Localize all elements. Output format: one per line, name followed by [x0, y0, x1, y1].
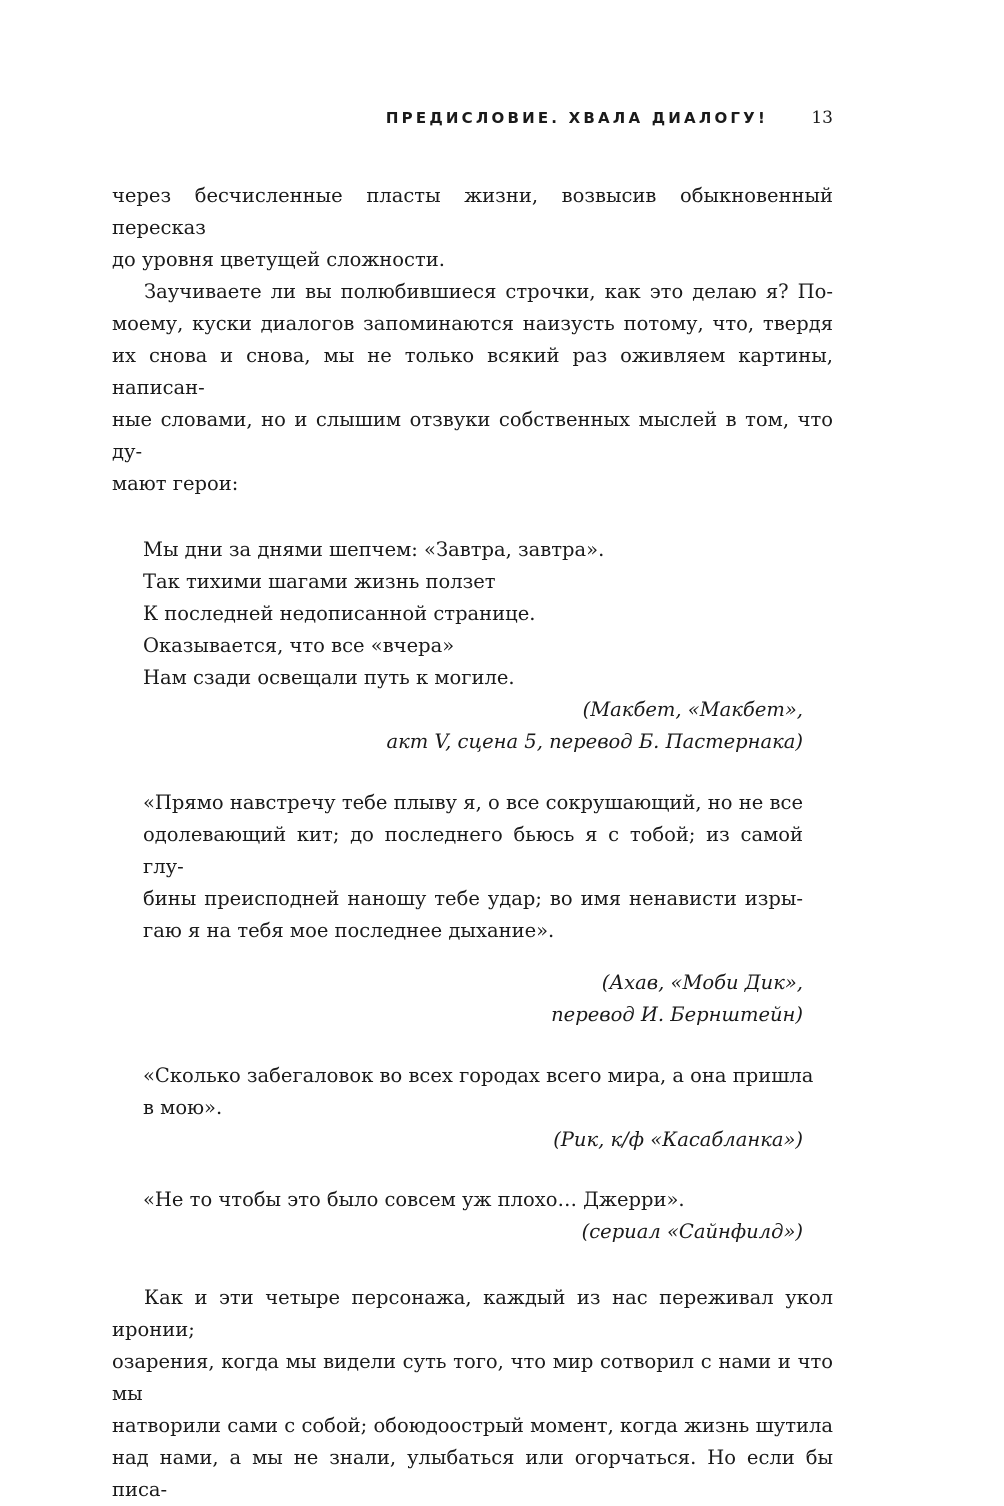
text-line: озарения, когда мы видели суть того, что мир сотворил с нами и что мы: [112, 1350, 833, 1405]
citation-macbeth: акт V, сцена 5, перевод Б. Пастернака): [386, 730, 803, 753]
verse-line: Так тихими шагами жизнь ползет: [143, 570, 496, 593]
text-line: через бесчисленные пласты жизни, возвысив обыкновенный пересказ: [112, 184, 833, 239]
citation-moby-dick: перевод И. Бернштейн): [551, 1003, 803, 1026]
paragraph-continued: [112, 180, 833, 276]
text-line: ные словами, но и слышим отзвуки собственных мыслей в том, что ду-: [112, 408, 833, 463]
paragraph-memorizing: [112, 276, 833, 500]
paragraph-irony: [112, 1282, 833, 1506]
verse-line: Нам сзади освещали путь к могиле.: [143, 666, 515, 689]
citation-moby-dick-block: [112, 967, 833, 1031]
quote-line: «Прямо навстречу тебе плыву я, о все сокрушающий, но не все: [143, 791, 803, 814]
text-line: мают герои:: [112, 472, 239, 495]
quote-moby-dick: [112, 787, 833, 947]
text-line: моему, куски диалогов запоминаются наизусть потому, что, твердя: [112, 312, 833, 335]
verse-line: К последней недописанной странице.: [143, 602, 536, 625]
citation-moby-dick: (Ахав, «Моби Дик»,: [601, 971, 803, 994]
quote-line: «Не то чтобы это было совсем уж плохо… Джерри».: [143, 1188, 685, 1211]
citation-seinfeld: (сериал «Сайнфилд»): [581, 1220, 803, 1243]
quote-line: одолевающий кит; до последнего бьюсь я с тобой; из самой глу-: [143, 823, 803, 878]
text-line: натворили сами с собой; обоюдоострый момент, когда жизнь шутила: [112, 1414, 833, 1437]
text-line: Как и эти четыре персонажа, каждый из нас переживал укол иронии;: [112, 1286, 833, 1341]
quote-line: «Сколько забегаловок во всех городах всего мира, а она пришла: [143, 1064, 814, 1087]
verse-line: Мы дни за днями шепчем: «Завтра, завтра».: [143, 538, 605, 561]
citation-macbeth: (Макбет, «Макбет»,: [582, 698, 803, 721]
quote-macbeth: [112, 534, 833, 694]
quote-casablanca: [112, 1060, 833, 1124]
body-text: [112, 180, 833, 1506]
quote-seinfeld: [112, 1184, 833, 1216]
text-line: над нами, а мы не знали, улыбаться или огорчаться. Но если бы писа-: [112, 1446, 833, 1501]
citation-casablanca: (Рик, к/ф «Касабланка»): [553, 1128, 803, 1151]
page-number: 13: [811, 108, 833, 128]
text-line: их снова и снова, мы не только всякий раз оживляем картины, написан-: [112, 344, 833, 399]
running-header: [112, 106, 833, 130]
quote-line: гаю я на тебя мое последнее дыхание».: [143, 919, 555, 942]
quote-line: бины преисподней наношу тебе удар; во имя ненависти изры-: [143, 887, 803, 910]
text-line: Заучиваете ли вы полюбившиеся строчки, как это делаю я? По-: [144, 280, 833, 303]
text-line: до уровня цветущей сложности.: [112, 248, 445, 271]
running-title: ПРЕДИСЛОВИЕ. ХВАЛА ДИАЛОГУ!: [385, 109, 768, 127]
verse-line: Оказывается, что все «вчера»: [143, 634, 455, 657]
quote-line: в мою».: [143, 1096, 223, 1119]
